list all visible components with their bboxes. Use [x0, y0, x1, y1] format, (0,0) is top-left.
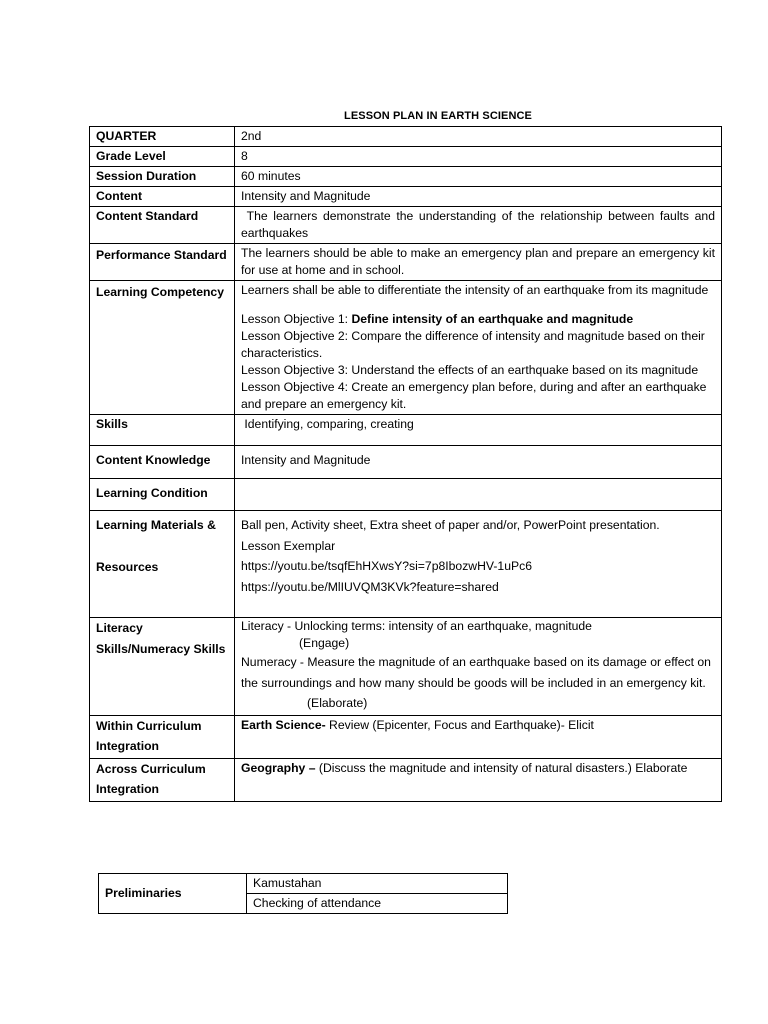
table-row	[90, 758, 722, 801]
row-label-content-standard: Content Standard	[90, 207, 235, 244]
objective-4: Lesson Objective 4: Create an emergency plan before, during and after an earthquake and prepare an emergency kit.	[241, 380, 707, 411]
row-value-across	[235, 758, 722, 801]
prelim-item-kamustahan: Kamustahan	[247, 874, 508, 894]
row-value-skills: Identifying, comparing, creating	[235, 415, 722, 446]
preliminaries-table	[98, 873, 508, 914]
table-row	[90, 127, 722, 147]
page-title: LESSON PLAN IN EARTH SCIENCE	[344, 110, 532, 122]
table-row	[90, 207, 722, 244]
row-label-performance-standard: Performance Standard	[90, 244, 235, 281]
lesson-plan-table	[89, 126, 722, 802]
table-row	[90, 187, 722, 207]
materials-link-1: https://youtu.be/tsqfEhHXwsY?si=7p8IbozwHV-1uPc6	[241, 559, 532, 573]
objective-2: Lesson Objective 2: Compare the difference of intensity and magnitude based on their characteristics.	[241, 329, 705, 360]
table-row	[90, 446, 722, 479]
row-label-materials	[90, 511, 235, 618]
row-value-quarter: 2nd	[235, 127, 722, 147]
row-label-across: Across Curriculum Integration	[90, 758, 235, 801]
objective-3: Lesson Objective 3: Understand the effects of an earthquake based on its magnitude	[241, 363, 699, 377]
table-row	[90, 511, 722, 618]
table-row	[90, 715, 722, 758]
row-value-performance-standard: The learners should be able to make an emergency plan and prepare an emergency kit for use at home and in school.	[235, 244, 722, 281]
prelim-item-attendance: Checking of attendance	[247, 894, 508, 914]
within-detail: Review (Epicenter, Focus and Earthquake)- Elicit	[325, 717, 594, 732]
row-value-content-knowledge: Intensity and Magnitude	[235, 446, 722, 479]
materials-label-1: Learning Materials &	[96, 518, 216, 532]
row-value-duration: 60 minutes	[235, 167, 722, 187]
table-row	[90, 244, 722, 281]
numeracy-elaborate: (Elaborate)	[307, 696, 368, 710]
row-value-grade: 8	[235, 147, 722, 167]
row-value-literacy	[235, 618, 722, 716]
table-row	[90, 618, 722, 716]
row-label-learning-condition: Learning Condition	[90, 479, 235, 511]
materials-label-2: Resources	[96, 560, 159, 574]
row-value-content-standard: The learners demonstrate the understanding of the relationship between faults and earthquakes	[235, 207, 722, 244]
row-label-grade: Grade Level	[90, 147, 235, 167]
row-value-materials	[235, 511, 722, 618]
row-label-content-knowledge: Content Knowledge	[90, 446, 235, 479]
row-value-learning-condition	[235, 479, 722, 511]
objective-1-bold: Define intensity of an earthquake and magnitude	[351, 312, 634, 326]
row-label-quarter: QUARTER	[90, 127, 235, 147]
literacy-engage: (Engage)	[299, 636, 350, 650]
competency-intro: Learners shall be able to differentiate the intensity of an earthquake from its magnitude	[241, 283, 709, 297]
across-subject: Geography –	[241, 760, 316, 775]
within-subject: Earth Science-	[241, 717, 326, 732]
row-label-learning-competency: Learning Competency	[90, 281, 235, 415]
table-row	[90, 281, 722, 415]
row-label-within: Within Curriculum Integration	[90, 715, 235, 758]
row-value-within	[235, 715, 722, 758]
objective-1-prefix: Lesson Objective 1:	[241, 312, 352, 326]
row-value-content: Intensity and Magnitude	[235, 187, 722, 207]
row-value-learning-competency	[235, 281, 722, 415]
materials-link-2: https://youtu.be/MlIUVQM3KVk?feature=shared	[241, 579, 499, 594]
materials-line-1: Ball pen, Activity sheet, Extra sheet of paper and/or, PowerPoint presentation.	[241, 518, 660, 532]
table-row	[90, 479, 722, 511]
table-row	[90, 415, 722, 446]
table-row	[99, 874, 508, 894]
preliminaries-label: Preliminaries	[99, 874, 247, 914]
objective-1	[241, 311, 715, 328]
table-row	[90, 147, 722, 167]
materials-line-2: Lesson Exemplar	[241, 538, 336, 553]
table-row	[90, 167, 722, 187]
row-label-content: Content	[90, 187, 235, 207]
row-label-skills: Skills	[90, 415, 235, 446]
row-label-literacy: Literacy Skills/Numeracy Skills	[90, 618, 235, 716]
numeracy-line: Numeracy - Measure the magnitude of an earthquake based on its damage or effect on the surroundings and how many should be goods will be included in an emergency kit.	[241, 655, 711, 690]
across-detail: (Discuss the magnitude and intensity of natural disasters.) Elaborate	[315, 760, 688, 775]
row-label-duration: Session Duration	[90, 167, 235, 187]
literacy-line-1: Literacy - Unlocking terms: intensity of an earthquake, magnitude	[241, 619, 592, 633]
